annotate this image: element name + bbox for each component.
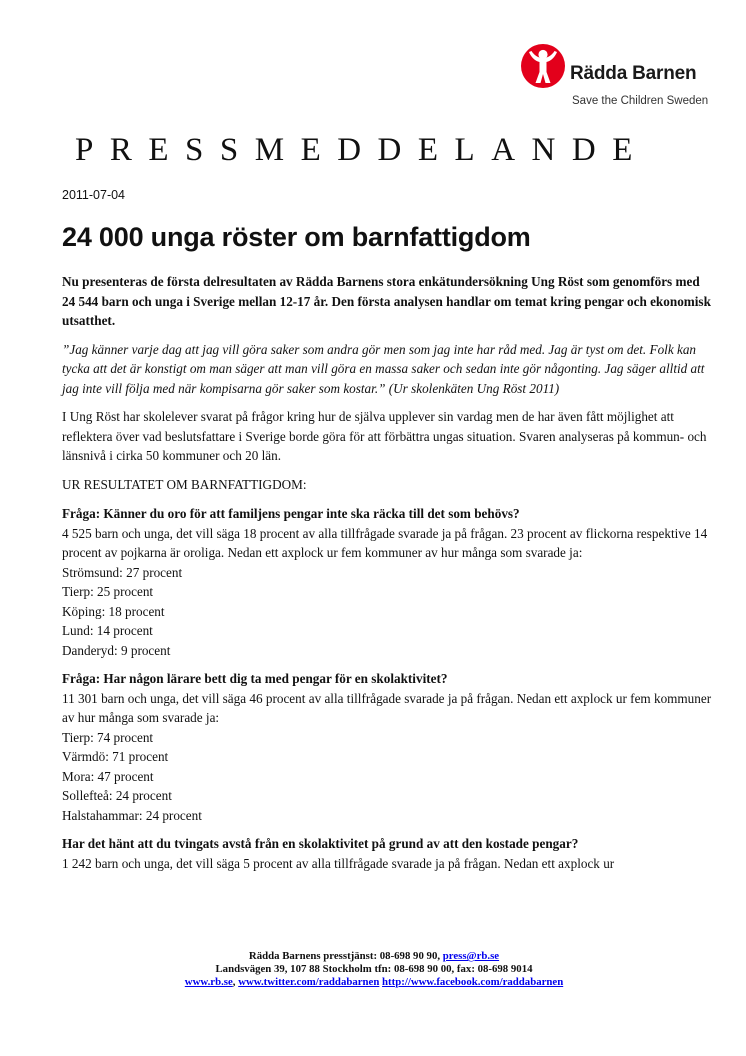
press-email-link[interactable]: press@rb.se (442, 950, 500, 962)
question-title: Fråga: Har någon lärare bett dig ta med pengar för en skolaktivitet? (62, 671, 448, 686)
question-block (62, 504, 712, 660)
release-date: 2011-07-04 (62, 188, 126, 202)
list-item: Sollefteå: 24 procent (62, 788, 172, 803)
footer-address: Landsvägen 39, 107 88 Stockholm tfn: 08-698 90 00, fax: 08-698 9014 (215, 963, 533, 975)
question-block (62, 834, 712, 873)
list-item: Värmdö: 71 procent (62, 749, 169, 764)
footer (62, 950, 686, 989)
list-item: Köping: 18 procent (62, 603, 165, 619)
logo (520, 43, 720, 109)
question-text: 4 525 barn och unga, det vill säga 18 procent av alla tillfrågade svarade ja på frågan. 23 procent av flickorna respektive 14 procent av pojkarna är oroliga. Nedan ett axplock ur fem kommuner av hur många som svarade ja: (62, 525, 708, 560)
question-text: 1 242 barn och unga, det vill säga 5 procent av alla tillfrågade svarade ja på frågan. Nedan ett axplock ur (62, 855, 615, 871)
logo-name: Rädda Barnen (570, 63, 697, 84)
question-title: Har det hänt att du tvingats avstå från en skolaktivitet på grund av att den kostade pengar? (62, 836, 579, 851)
quote-paragraph: ”Jag känner varje dag att jag vill göra saker som andra gör men som jag inte har råd med. Jag är tyst om det. Folk kan tycka att det är konstigt om man säger att man vill göra en massa saker och sedan inte gör någonting. Jag säger alltid att jag inte vill följa med när kompisarna gör saker som kostar.” (Ur skolenkäten Ung Röst 2011) (62, 341, 705, 396)
document-type-label: PRESSMEDDELANDE (75, 132, 649, 168)
headline: 24 000 unga röster om barnfattigdom (62, 222, 531, 252)
list-item: Mora: 47 procent (62, 768, 154, 784)
list-item: Lund: 14 procent (62, 623, 153, 638)
list-item: Halstahammar: 24 procent (62, 807, 202, 823)
section-title: UR RESULTATET OM BARNFATTIGDOM: (62, 476, 307, 492)
article-body (62, 272, 712, 873)
footer-press-line (62, 950, 686, 963)
question-title: Fråga: Känner du oro för att familjens pengar inte ska räcka till det som behövs? (62, 506, 520, 521)
question-block (62, 669, 712, 825)
municipality-list (62, 728, 712, 826)
list-item: Tierp: 25 procent (62, 584, 154, 599)
logo-tagline: Save the Children Sweden (572, 95, 709, 107)
list-item: Strömsund: 27 procent (62, 564, 183, 580)
lead-paragraph: Nu presenteras de första delresultaten av Rädda Barnens stora enkätundersökning Ung Röst som genomförs med 24 544 barn och unga i Sverige mellan 12-17 år. Den första analysen handlar om temat kring pengar och ekonomisk utsatthet. (62, 274, 711, 328)
municipality-list (62, 563, 712, 661)
website-link[interactable]: www.rb.se (184, 976, 233, 988)
twitter-link[interactable]: www.twitter.com/raddabarnen (238, 976, 380, 988)
list-item: Danderyd: 9 procent (62, 642, 171, 658)
link-separator: , (232, 976, 239, 988)
footer-links (62, 976, 686, 989)
save-the-children-figure-icon (520, 43, 566, 89)
question-text: 11 301 barn och unga, det vill säga 46 procent av alla tillfrågade svarade ja på frågan. Nedan ett axplock ur fem kommuner av hur många som svarade ja: (62, 690, 712, 725)
facebook-link[interactable]: http://www.facebook.com/raddabarnen (382, 976, 564, 988)
press-contact-text: Rädda Barnens presstjänst: 08-698 90 90, (248, 950, 443, 962)
list-item: Tierp: 74 procent (62, 729, 154, 745)
intro-paragraph: I Ung Röst har skolelever svarat på frågor kring hur de själva upplever sin vardag men de har även fått möjlighet att reflektera över vad beslutsfattare i Sverige borde göra för att förbättra ungas situation. Svaren analyseras på kommun- och länsnivå i cirka 50 kommuner och 20 län. (62, 409, 707, 463)
